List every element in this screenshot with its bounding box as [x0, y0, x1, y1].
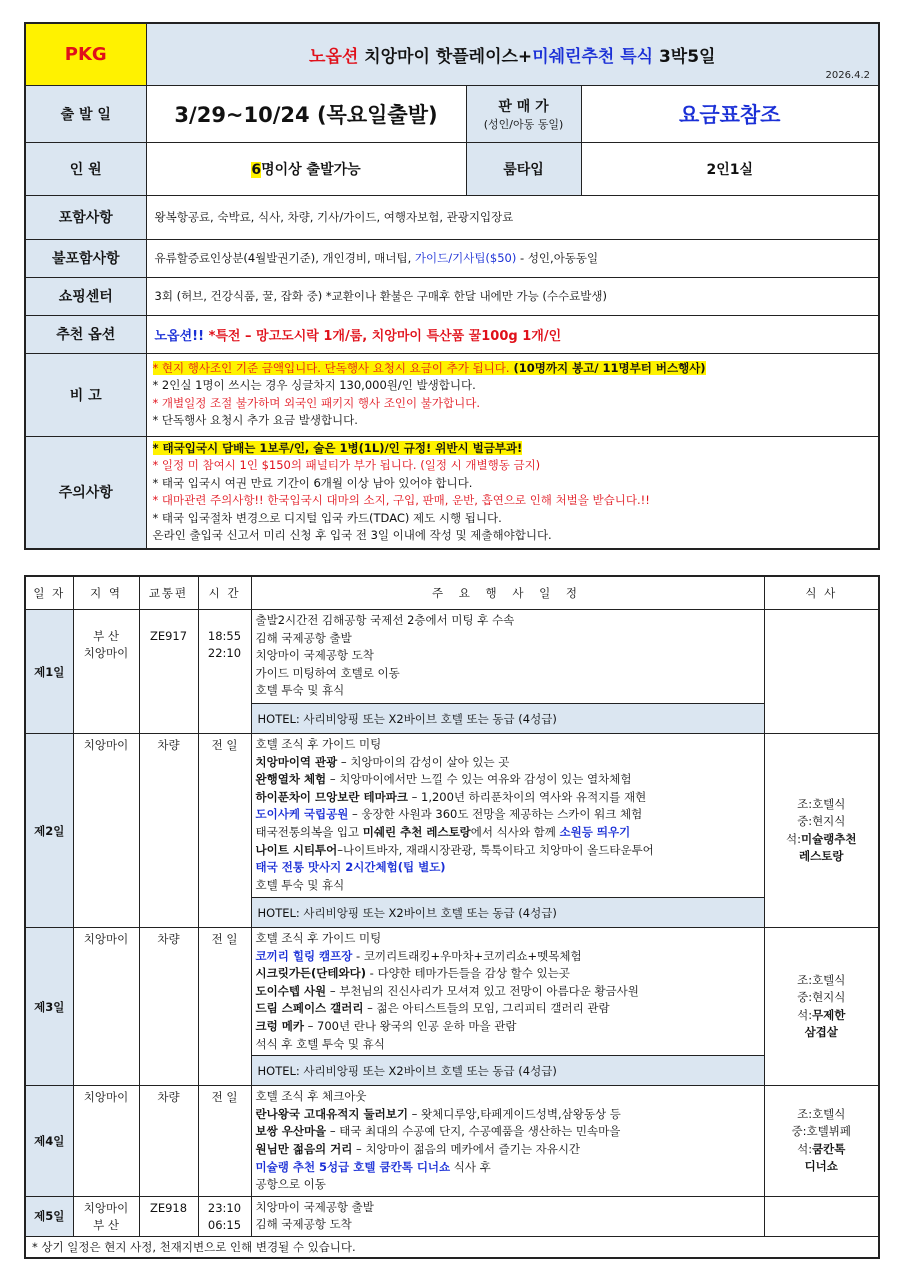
remark-line-4: * 단독행사 요청시 추가 요금 발생합니다.: [152, 413, 358, 427]
day3-event-title: 시크릿가든(단테와다): [255, 966, 366, 981]
day4-event: [256, 1141, 760, 1159]
day3-event-title: 코끼리 힐링 캠프장: [255, 948, 353, 963]
day2-event: [256, 806, 760, 824]
people-label: 인 원: [25, 142, 146, 195]
day1-event: 출발2시간전 김해공항 국제선 2층에서 미팅 후 수속: [255, 613, 515, 627]
caution-line-3: * 태국 입국시 여권 만료 기간이 6개월 이상 남아 있어야 합니다.: [152, 475, 473, 490]
excluded-note: - 성인,아동동일: [516, 251, 599, 265]
day2-dinner: [765, 831, 879, 849]
day5-label: 제5일: [25, 1196, 73, 1236]
day1-time-2: 22:10: [207, 646, 242, 660]
day4-breakfast: 조:호텔식: [797, 1106, 846, 1121]
day2-breakfast: 조:호텔식: [797, 796, 846, 811]
day4-label: 제4일: [25, 1086, 73, 1197]
shopping-value: 3회 (허브, 건강식품, 꿀, 잡화 중) *교환이나 환불은 구매후 한달 내에만 가능 (수수료발생): [146, 277, 879, 315]
remark-label: 비 고: [25, 353, 146, 436]
option-none: 노옵션!!: [154, 328, 205, 344]
day4-event: 호텔 조식 후 체크아웃: [255, 1089, 367, 1104]
day4-dinner-suffix: 디너쇼: [804, 1159, 838, 1174]
included-value: 왕복항공료, 숙박료, 식사, 차량, 기사/가이드, 여행자보험, 관광지입장료: [146, 195, 879, 239]
day3-event-desc: – 부천님의 진신사리가 모셔져 있고 전망이 아름다운 황금사원: [326, 983, 639, 998]
room-value: 2인1실: [581, 142, 879, 195]
info-table: [24, 22, 880, 550]
day2-event: [256, 824, 760, 842]
day3-events: [251, 928, 764, 1056]
day4-event-desc: 식사 후: [450, 1159, 491, 1174]
day3-event-desc: - 다양한 테마가든들을 감상 할수 있는곳: [366, 966, 570, 981]
day3-label: 제3일: [25, 928, 73, 1086]
day1-events: [251, 610, 764, 704]
header-itinerary: 주 요 행 사 일 정: [251, 576, 764, 610]
day2-transport: 차량: [139, 734, 198, 928]
day2-event: 태국 전통 맛사지 2시간체험(팁 별도): [255, 860, 446, 875]
day1-region: [73, 610, 139, 734]
caution-line-6: 온라인 출입국 신고서 미리 신청 후 입국 전 3일 이내에 작성 및 제출해야합니다.: [152, 528, 552, 543]
included-label: 포함사항: [25, 195, 146, 239]
day4-dinner-name: 쿰칸톡: [812, 1141, 846, 1156]
day4-lunch: 중:호텔뷔페: [791, 1124, 851, 1139]
day2-event: [256, 754, 760, 772]
title-duration: 3박5일: [653, 46, 716, 67]
day2-event-desc: – 웅장한 사원과 360도 전망을 제공하는 스카이 워크 체험: [348, 807, 643, 822]
day2-time: 전 일: [198, 734, 251, 928]
day4-event: [256, 1123, 760, 1141]
day3-event: 석식 후 호텔 투숙 및 휴식: [255, 1036, 385, 1051]
day4-event: [256, 1106, 760, 1124]
day1-meal: [764, 610, 879, 734]
option-label: 추천 옵션: [25, 315, 146, 353]
day2-events: [251, 734, 764, 898]
day3-dinner-name: 무제한: [812, 1007, 846, 1022]
day2-event-title: 완행열차 체험: [255, 772, 327, 787]
day3-dinner-prefix: 석:: [797, 1007, 813, 1022]
day4-transport: 차량: [139, 1086, 198, 1197]
day1-event: 호텔 투숙 및 휴식: [255, 683, 345, 698]
day2-event-desc: 태국전통의복을 입고: [255, 824, 363, 839]
day5-time: [198, 1196, 251, 1236]
schedule-table: [24, 575, 880, 1259]
day4-event-desc: – 치앙마이 젊음의 메카에서 즐기는 자유시간: [352, 1141, 581, 1156]
day5-region-1: 치앙마이: [83, 1200, 129, 1215]
day3-event: [256, 965, 760, 983]
day3-event: [256, 948, 760, 966]
day2-event: [256, 789, 760, 807]
caution-line-1: * 태국입국시 담배는 1보루/인, 술은 1병(1L)/인 규정! 위반시 벌금부과!: [152, 440, 523, 455]
title-main: 치앙마이 핫플레이스+: [358, 46, 533, 67]
day5-time-1: 23:10: [207, 1200, 242, 1215]
day5-meal: [764, 1196, 879, 1236]
day2-hotel: HOTEL: 사리비앙핑 또는 X2바이브 호텔 또는 동급 (4성급): [251, 898, 764, 928]
remark-value: [146, 353, 879, 436]
day2-event-desc: 에서 식사와 함께: [470, 824, 560, 839]
day3-hotel: HOTEL: 사리비앙핑 또는 X2바이브 호텔 또는 동급 (4성급): [251, 1056, 764, 1086]
day5-event: 치앙마이 국제공항 출발: [255, 1199, 374, 1214]
day1-time: [198, 610, 251, 734]
header-transport: 교통편: [139, 576, 198, 610]
day1-region-2: 치앙마이: [83, 646, 129, 660]
day2-event: 호텔 투숙 및 휴식: [255, 877, 345, 892]
day2-lunch: 중:현지식: [797, 814, 846, 828]
title-no-option: 노옵션: [309, 46, 359, 67]
option-value: [146, 315, 879, 353]
day4-event: [256, 1159, 760, 1177]
day2-event: 호텔 조식 후 가이드 미팅: [255, 737, 382, 751]
excluded-text: 유류할증료인상분(4월발권기준), 개인경비, 매너팁,: [154, 251, 412, 265]
day3-event: [256, 983, 760, 1001]
day3-event: [256, 1018, 760, 1036]
day3-event-desc: - 코끼리트래킹+우마차+코끼리쇼+뗏목체험: [352, 948, 582, 963]
day2-event-title: 도이사케 국립공원: [255, 807, 349, 822]
shopping-label: 쇼핑센터: [25, 277, 146, 315]
caution-line-5: * 태국 입국절차 변경으로 디지털 입국 카드(TDAC) 제도 시행 됩니다.: [152, 510, 502, 525]
issue-date: 2026.4.2: [825, 69, 871, 81]
day3-dinner-suffix: 삼겹살: [804, 1025, 838, 1040]
excluded-tip: 가이드/기사팁($50): [411, 251, 517, 265]
day4-region: 치앙마이: [73, 1086, 139, 1197]
price-label: [466, 85, 581, 142]
remark-line-3: * 개별일정 조절 불가하며 외국인 패키지 행사 조인이 불가합니다.: [152, 395, 480, 410]
day4-event-desc: – 왓체디루앙,타페게이드성벽,삼왕동상 등: [407, 1106, 621, 1121]
day1-region-1: 부 산: [93, 629, 119, 643]
day2-event-title: 치앙마이역 관광: [255, 754, 338, 769]
people-value: [146, 142, 466, 195]
day1-transport: ZE917: [139, 610, 198, 734]
pkg-label: PKG: [25, 23, 146, 85]
day2-event-desc: – 1,200년 하리푼차이의 역사와 유적지를 재현: [407, 789, 647, 804]
day2-dinner-prefix: 석:: [785, 831, 801, 846]
day5-time-2: 06:15: [207, 1217, 242, 1232]
day4-event-title: 미슐랭 추천 5성급 호텔 쿰칸톡 디너쇼: [255, 1159, 451, 1174]
day4-time: 전 일: [198, 1086, 251, 1197]
day3-event-desc: – 700년 란나 왕국의 인공 운하 마을 관람: [303, 1018, 517, 1033]
day4-events: [251, 1086, 764, 1197]
caution-label: 주의사항: [25, 436, 146, 549]
day2-event-title: 소원등 띄우기: [559, 824, 631, 839]
day2-label: 제2일: [25, 734, 73, 928]
day5-events: [251, 1196, 764, 1236]
price-value: 요금표참조: [581, 85, 879, 142]
title-michelin: 미쉐린추천 특식: [532, 46, 654, 67]
footnote: * 상기 일정은 현지 사정, 천재지변으로 인해 변경될 수 있습니다.: [25, 1236, 879, 1258]
day3-breakfast: 조:호텔식: [797, 972, 846, 987]
option-special: *특전 – 망고도시락 1개/룸, 치앙마이 특산품 꿀100g 1개/인: [204, 328, 562, 344]
departure-label: 출 발 일: [25, 85, 146, 142]
day2-event-title: 미쉐린 추천 레스토랑: [362, 824, 471, 839]
day3-dinner: [765, 1007, 879, 1025]
day5-region-2: 부 산: [93, 1217, 119, 1232]
day1-event: 치앙마이 국제공항 도착: [255, 648, 374, 663]
excluded-value: [146, 239, 879, 277]
price-label-main: 판 매 가: [498, 98, 549, 115]
day2-event-title: 하이푼차이 므앙보란 테마파크: [255, 789, 408, 804]
day2-dinner-name: 미슐랭추천: [800, 831, 857, 846]
people-min: 6: [251, 161, 262, 178]
day5-region: [73, 1196, 139, 1236]
day1-event: 김해 국제공항 출발: [255, 630, 352, 645]
day5-event: 김해 국제공항 도착: [255, 1217, 352, 1232]
day3-event-title: 도이수텝 사원: [255, 983, 327, 998]
day3-time: 전 일: [198, 928, 251, 1086]
excluded-label: 불포함사항: [25, 239, 146, 277]
day2-event-desc: – 치앙마이의 감성이 살아 있는 곳: [337, 754, 510, 769]
day3-event: 호텔 조식 후 가이드 미팅: [255, 931, 382, 945]
header-day: 일 자: [25, 576, 73, 610]
remark-line-2: * 2인실 1명이 쓰시는 경우 싱글차지 130,000원/인 발생합니다.: [152, 378, 476, 392]
day4-event-title: 란나왕국 고대유적지 둘러보기: [255, 1106, 408, 1121]
day2-event: [256, 842, 760, 860]
day3-event-title: 드림 스페이스 갤러리: [255, 1001, 364, 1016]
day3-event: [256, 1000, 760, 1018]
day1-time-1: 18:55: [207, 629, 242, 643]
caution-line-2: * 일정 미 참여시 1인 $150의 패널티가 부가 됩니다. (일정 시 개별행동 금지): [152, 458, 541, 473]
departure-value: 3/29~10/24 (목요일출발): [146, 85, 466, 142]
day2-event-desc: –나이트바자, 재래시장관광, 툭툭이타고 치앙마이 올드타운투어: [337, 842, 654, 857]
caution-value: [146, 436, 879, 549]
day3-meal: [764, 928, 879, 1086]
caution-line-4: * 대마관련 주의사항!! 한국입국시 대마의 소지, 구입, 판매, 운반, 흡연으로 인해 처벌을 받습니다.!!: [152, 493, 650, 508]
day5-transport: ZE918: [139, 1196, 198, 1236]
room-label: 룸타입: [466, 142, 581, 195]
day2-event: [256, 771, 760, 789]
day2-region: 치앙마이: [73, 734, 139, 928]
day3-event-title: 크렁 메카: [255, 1018, 304, 1033]
day3-event-desc: – 젊은 아티스트들의 모임, 그리피티 갤러리 관람: [363, 1001, 610, 1016]
remark-line-1: * 현지 행사조인 기준 금액입니다. 단독행사 요청시 요금이 추가 됩니다.: [152, 360, 510, 375]
price-label-sub: (성인/아동 동일): [483, 117, 564, 131]
day3-lunch: 중:현지식: [797, 990, 846, 1005]
day4-event-title: 보쌍 우산마을: [255, 1124, 327, 1139]
day3-transport: 차량: [139, 928, 198, 1086]
day2-event-title: 나이트 시티투어: [255, 842, 338, 857]
day1-event: 가이드 미팅하여 호텔로 이동: [255, 665, 400, 680]
page-title: [146, 23, 879, 85]
remark-line-1b: (10명까지 봉고/ 11명부터 버스행사): [509, 360, 706, 375]
day4-event-desc: – 태국 최대의 수공예 단지, 수공예품을 생산하는 민속마을: [326, 1124, 621, 1139]
day4-dinner-prefix: 석:: [797, 1141, 813, 1156]
day2-dinner-suffix: 레스토랑: [799, 849, 844, 863]
day1-hotel: HOTEL: 사리비앙핑 또는 X2바이브 호텔 또는 동급 (4성급): [251, 704, 764, 734]
header-meal: 식 사: [764, 576, 879, 610]
header-region: 지 역: [73, 576, 139, 610]
day1-label: 제1일: [25, 610, 73, 734]
day2-meal: [764, 734, 879, 928]
day4-event-title: 원님만 젊음의 거리: [255, 1141, 353, 1156]
day4-dinner: [765, 1141, 879, 1159]
day2-event-desc: – 치앙마이에서만 느낄 수 있는 여유와 감성이 있는 열차체험: [326, 772, 632, 787]
header-time: 시 간: [198, 576, 251, 610]
day4-meal: [764, 1086, 879, 1197]
day3-region: 치앙마이: [73, 928, 139, 1086]
day4-event: 공항으로 이동: [255, 1177, 326, 1192]
people-text: 명이상 출발가능: [261, 161, 361, 178]
